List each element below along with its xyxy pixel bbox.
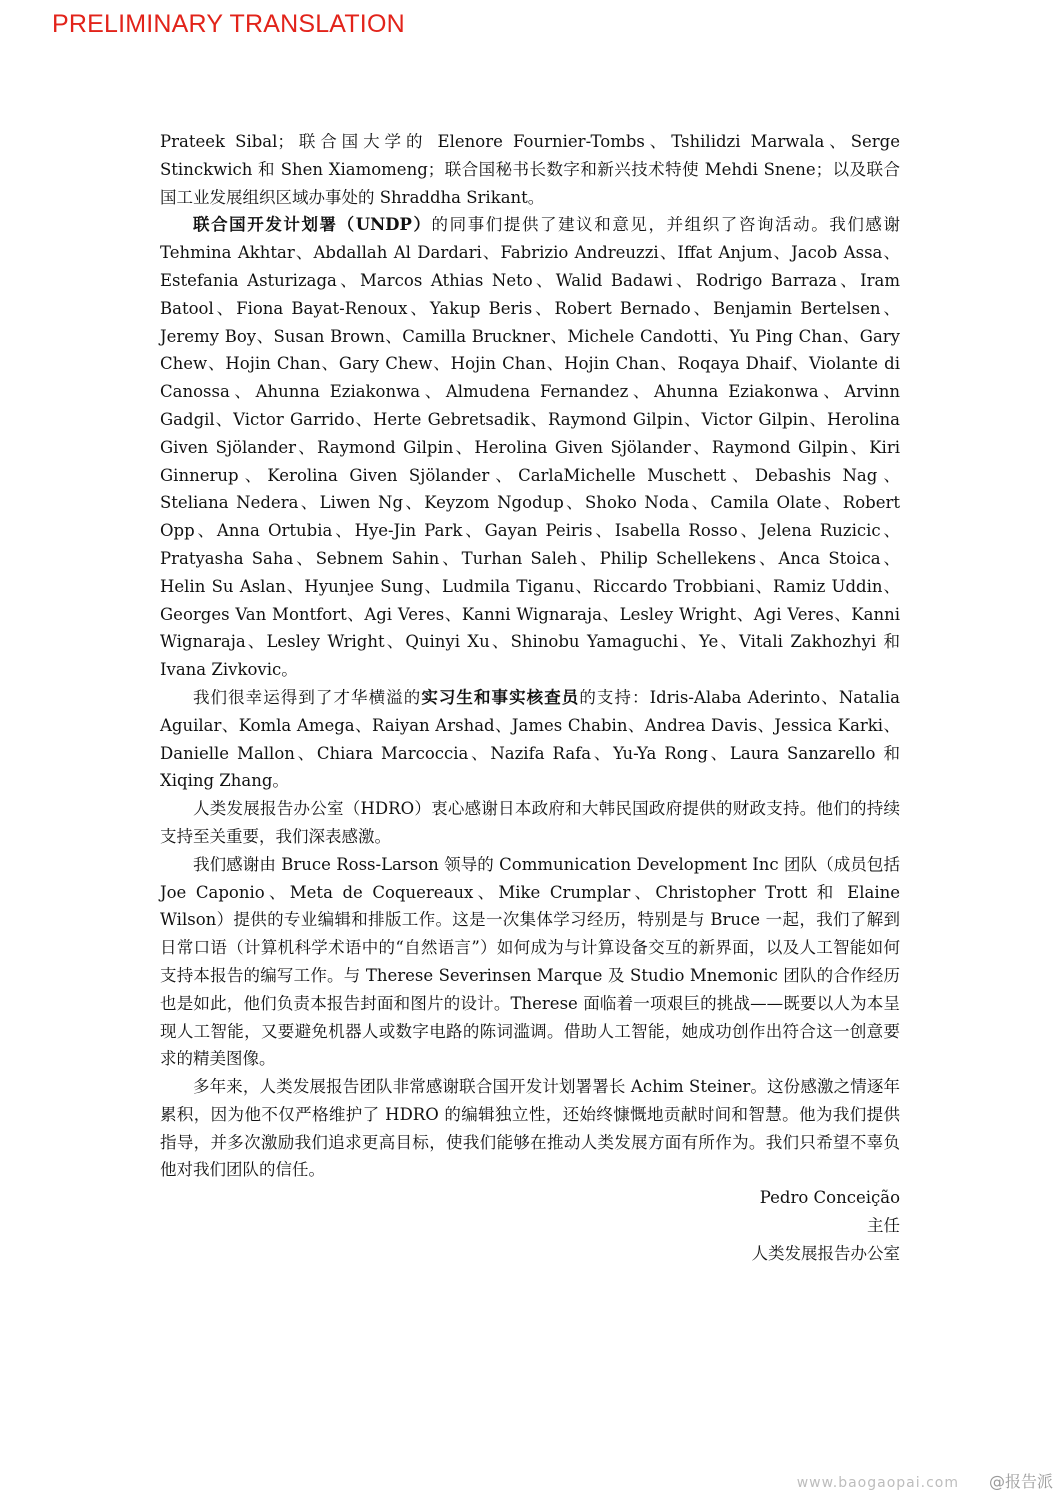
paragraph-3 <box>160 684 900 795</box>
paragraph-1: Prateek Sibal；联合国大学的 Elenore Fournier-Tombs、Tshilidzi Marwala、Serge Stinckwich 和 Shen Xiamomeng；联合国秘书长数字和新兴技术特使 Mehdi Snene；以及联合国工业发展组织区域办事处的 Shraddha Srikant。 <box>160 132 900 207</box>
watermark-text: @报告派 <box>988 1472 1053 1491</box>
paragraph-3-lead: 我们很幸运得到了才华横溢的 <box>193 687 422 707</box>
paragraph-2 <box>160 211 900 684</box>
signature-name: Pedro Conceição <box>759 1188 900 1208</box>
signature-title: 主任 <box>867 1216 900 1236</box>
watermark-faint: www.baogaopai.com <box>796 1475 959 1491</box>
undp-emphasis: 联合国开发计划署（UNDP） <box>193 215 432 235</box>
acknowledgements-body <box>160 128 900 1268</box>
paragraph-5: 我们感谢由 Bruce Ross-Larson 领导的 Communication Development Inc 团队（成员包括 Joe Caponio、Meta de Coquereaux、Mike Crumplar、Christopher Trott 和 Elaine Wilson）提供的专业编辑和排版工作。这是一次集体学习经历，特别是与 Bruce 一起，我们了解到日常口语（计算机科学术语中的“自然语言”）如何成为与计算设备交互的新界面，以及人工智能如何支持本报告的编写工作。与 Therese Severinsen Marque 及 Studio Mnemonic 团队的合作经历也是如此，他们负责本报告封面和图片的设计。Therese 面临着一项艰巨的挑战——既要以人为本呈现人工智能，又要避免机器人或数字电路的陈词滥调。借助人工智能，她成功创作出符合这一创意要求的精美图像。 <box>160 854 900 1069</box>
paragraph-6: 多年来，人类发展报告团队非常感谢联合国开发计划署署长 Achim Steiner。这份感激之情逐年累积，因为他不仅严格维护了 HDRO 的编辑独立性，还始终慷慨地贡献时间和智慧。他为我们提供指导，并多次激励我们追求更高目标，使我们能够在推动人类发展方面有所作为。我们只希望不辜负他对我们团队的信任。 <box>160 1077 900 1180</box>
paragraph-3-text: 的支持：Idris-Alaba Aderinto、Natalia Aguilar、Komla Amega、Raiyan Arshad、James Chabin、Andrea Davis、Jessica Karki、Danielle Mallon、Chiara Marcoccia、Nazifa Rafa、Yu-Ya Rong、Laura Sanzarello 和 Xiqing Zhang。 <box>160 687 901 791</box>
interns-emphasis: 实习生和事实核查员 <box>421 687 580 707</box>
signature-office: 人类发展报告办公室 <box>751 1243 900 1263</box>
paragraph-2-text: 的同事们提供了建议和意见，并组织了咨询活动。我们感谢 Tehmina Akhtar、Abdallah Al Dardari、Fabrizio Andreuzzi、Iffat Anjum、Jacob Assa、Estefania Asturizaga、Marcos Athias Neto、Walid Badawi、Rodrigo Barraza、Iram Batool、Fiona Bayat-Renoux、Yakup Beris、Robert Bernado、Benjamin Bertelsen、Jeremy Boy、Susan Brown、Camilla Bruckner、Michele Candotti、Yu Ping Chan、Gary Chew、Hojin Chan、Gary Chew、Hojin Chan、Hojin Chan、Roqaya Dhaif、Violante di Canossa、Ahunna Eziakonwa、Almudena Fernandez、Ahunna Eziakonwa、Arvinn Gadgil、Victor Garrido、Herte Gebretsadik、Raymond Gilpin、Victor Gilpin、Herolina Given Sjölander、Raymond Gilpin、Herolina Given Sjölander、Raymond Gilpin、Kiri Ginnerup、Kerolina Given Sjölander、CarlaMichelle Muschett、Debashis Nag、Steliana Nedera、Liwen Ng、Keyzom Ngodup、Shoko Noda、Camila Olate、Robert Opp、Anna Ortubia、Hye-Jin Park、Gayan Peiris、Isabella Rosso、Jelena Ruzicic、Pratyasha Saha、Sebnem Sahin、Turhan Saleh、Philip Schellekens、Anca Stoica、Helin Su Aslan、Hyunjee Sung、Ludmila Tiganu、Riccardo Trobbiani、Ramiz Uddin、Georges Van Montfort、Agi Veres、Kanni Wignaraja、Lesley Wright、Agi Veres、Kanni Wignaraja、Lesley Wright、Quinyi Xu、Shinobu Yamaguchi、Ye、Vitali Zakhozhyi 和 Ivana Zivkovic。 <box>160 215 900 680</box>
watermark <box>797 1469 1053 1492</box>
preliminary-translation-banner: PRELIMINARY TRANSLATION <box>52 10 405 38</box>
paragraph-4: 人类发展报告办公室（HDRO）衷心感谢日本政府和大韩民国政府提供的财政支持。他们的持续支持至关重要，我们深表感激。 <box>160 799 900 846</box>
